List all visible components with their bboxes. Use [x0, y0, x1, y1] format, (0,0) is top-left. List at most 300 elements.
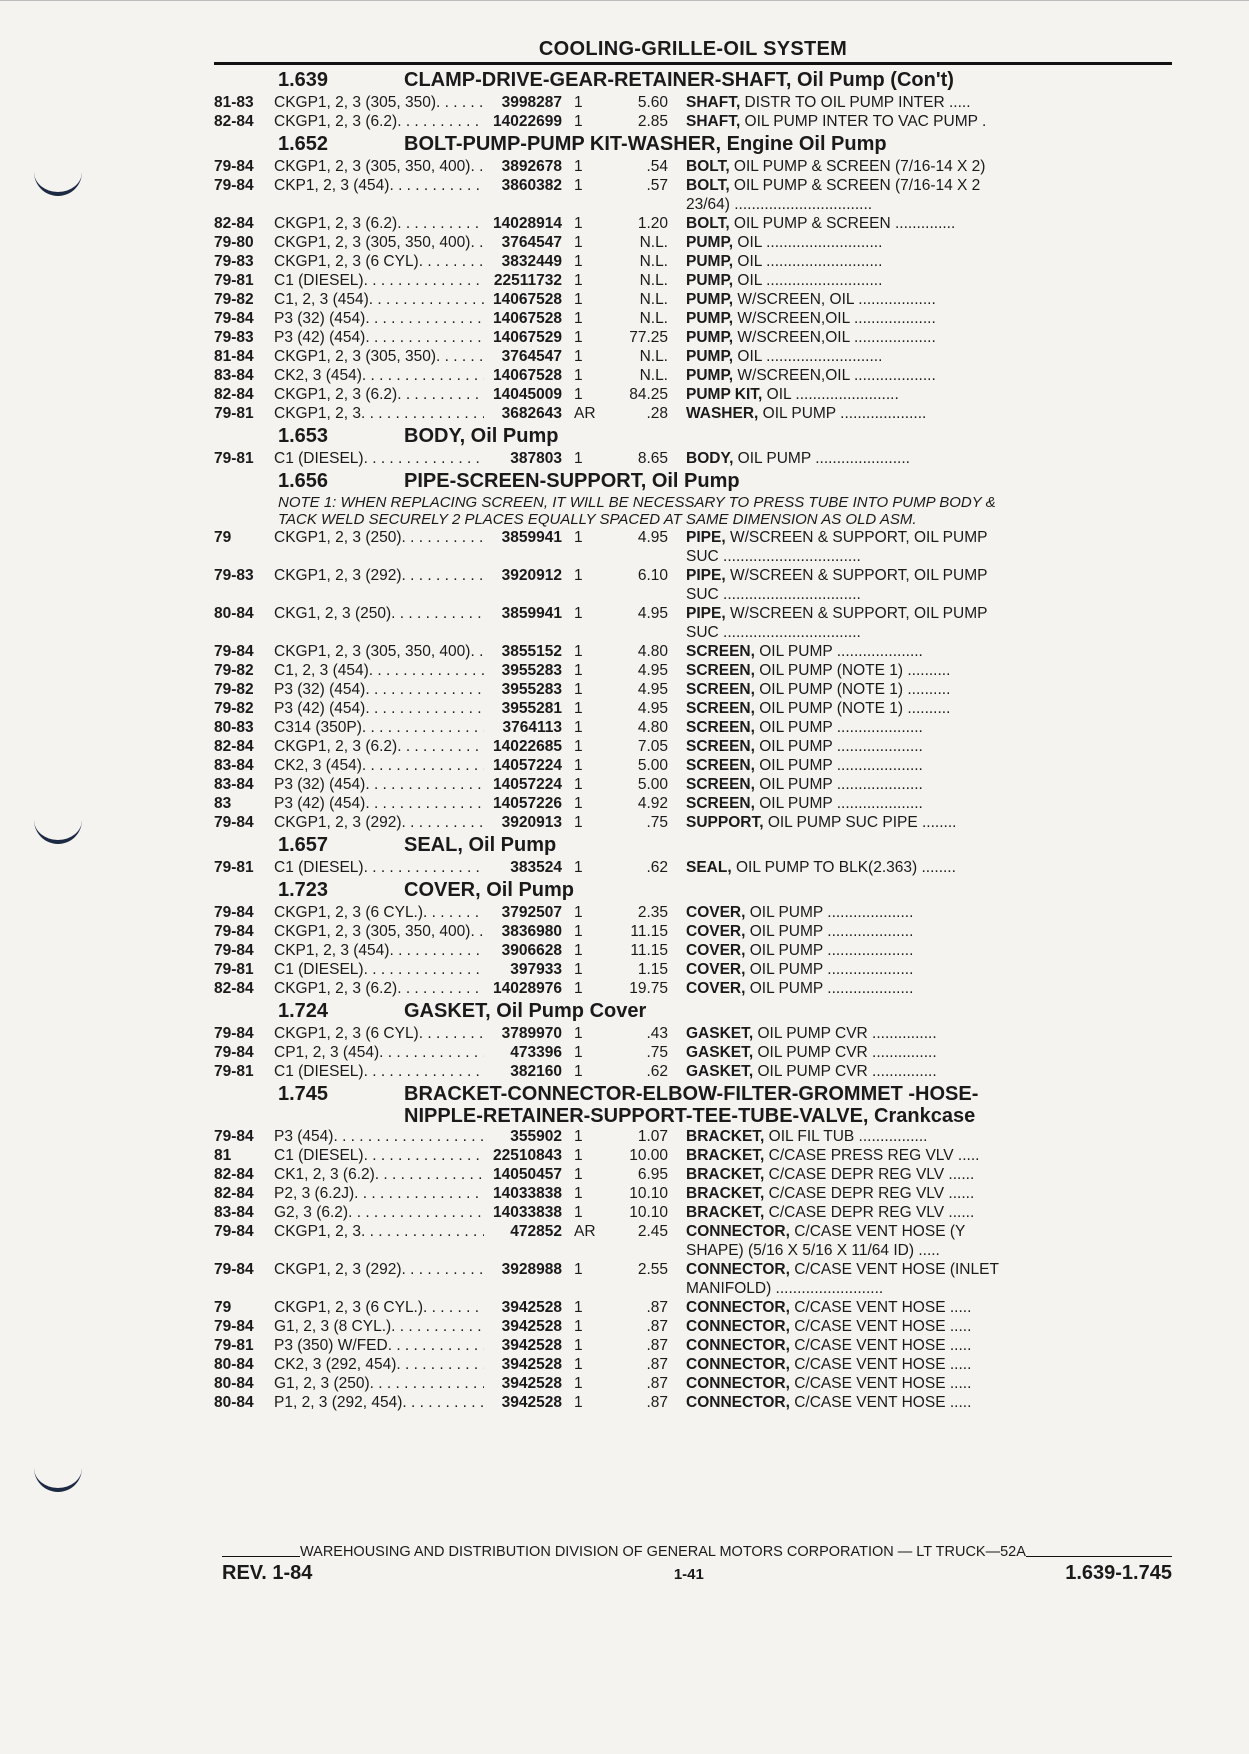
description-detail: C/CASE VENT HOSE ..... — [789, 1356, 972, 1373]
model-years: 79-84 — [214, 310, 254, 327]
description — [668, 176, 1172, 214]
application: P3 (42) (454) . . . — [274, 699, 484, 718]
part-number: 3942528 — [501, 1299, 562, 1316]
description-noun: SUPPORT, — [686, 814, 764, 831]
application: CKP1, 2, 3 (454) . . . — [274, 941, 484, 960]
title-rule — [214, 62, 1172, 65]
description-detail: W/SCREEN & SUPPORT, OIL PUMP SUC ................................ — [686, 529, 988, 565]
application: C1 (DIESEL) . . . — [274, 1146, 484, 1165]
description-detail: OIL PUMP TO BLK(2.363) ........ — [731, 859, 956, 876]
description-noun: PUMP, — [686, 272, 734, 289]
description-detail: C/CASE VENT HOSE ..... — [789, 1375, 972, 1392]
quantity: 1 — [574, 158, 583, 175]
description-noun: CONNECTOR, — [686, 1375, 790, 1392]
part-number: 3906628 — [501, 942, 562, 959]
quantity: 1 — [574, 113, 583, 130]
quantity: 1 — [574, 662, 583, 679]
table-row — [214, 1222, 1172, 1260]
application: CKGP1, 2, 3 (292) . . . — [274, 566, 484, 604]
quantity: 1 — [574, 1356, 583, 1373]
quantity: 1 — [574, 643, 583, 660]
description-noun: PIPE, — [686, 605, 726, 622]
model-years: 79-84 — [214, 158, 254, 175]
footer — [222, 1562, 1172, 1585]
description-detail: W/SCREEN, OIL .................. — [733, 291, 936, 308]
description-noun: SHAFT, — [686, 113, 741, 130]
price: 5.60 — [637, 94, 668, 111]
description-detail: OIL PUMP INTER TO VAC PUMP . — [740, 113, 987, 130]
description-detail: OIL PUMP (NOTE 1) .......... — [754, 700, 951, 717]
model-years: 79-84 — [214, 942, 254, 959]
price: .43 — [646, 1025, 668, 1042]
quantity: AR — [574, 405, 596, 422]
application: C1 (DIESEL) . . . — [274, 1062, 484, 1081]
section-header — [214, 470, 1172, 494]
table-row — [214, 922, 1172, 941]
model-years: 79-82 — [214, 291, 254, 308]
quantity: 1 — [574, 529, 583, 546]
description — [668, 1062, 1172, 1081]
price: 2.45 — [637, 1223, 668, 1240]
description — [668, 252, 1172, 271]
description-detail: OIL PUMP .................... — [758, 405, 927, 422]
description-noun: CONNECTOR, — [686, 1394, 790, 1411]
description-noun: PUMP, — [686, 253, 734, 270]
quantity: 1 — [574, 719, 583, 736]
description-noun: PUMP, — [686, 310, 734, 327]
description-noun: BOLT, — [686, 158, 730, 175]
price: 4.92 — [637, 795, 668, 812]
description-noun: GASKET, — [686, 1025, 754, 1042]
model-years: 79-80 — [214, 234, 254, 251]
table-row — [214, 233, 1172, 252]
model-years: 79-84 — [214, 1025, 254, 1042]
application: G1, 2, 3 (8 CYL.) . . . — [274, 1317, 484, 1336]
binder-hole-mark — [34, 1466, 82, 1492]
description-detail: OIL PUMP (NOTE 1) .......... — [754, 681, 951, 698]
application: CK2, 3 (292, 454) . . . — [274, 1355, 484, 1374]
part-number: 14033838 — [493, 1185, 562, 1202]
model-years: 81 — [214, 1147, 232, 1164]
table-row — [214, 214, 1172, 233]
model-years: 79-81 — [214, 450, 254, 467]
application: CKGP1, 2, 3 (305, 350) . . . — [274, 347, 484, 366]
part-number: 3998287 — [501, 94, 562, 111]
description-noun: CONNECTOR, — [686, 1299, 790, 1316]
description-detail: OIL PUMP & SCREEN (7/16-14 X 2 23/64) ................................ — [686, 177, 981, 213]
quantity: 1 — [574, 605, 583, 622]
description-detail: C/CASE VENT HOSE ..... — [789, 1337, 972, 1354]
price: 11.15 — [630, 942, 668, 959]
description — [668, 1203, 1172, 1222]
price: 4.95 — [637, 700, 668, 717]
part-number: 14067528 — [493, 310, 562, 327]
description-noun: COVER, — [686, 904, 746, 921]
model-years: 80-84 — [214, 1394, 254, 1411]
description — [668, 1146, 1172, 1165]
model-years: 79-81 — [214, 859, 254, 876]
part-number: 3860382 — [501, 177, 562, 194]
application: CKGP1, 2, 3 . . . — [274, 404, 484, 423]
binder-hole-mark — [34, 818, 82, 844]
catalog-section — [214, 879, 1172, 998]
model-years: 79-84 — [214, 1223, 254, 1240]
table-row — [214, 1024, 1172, 1043]
price: 1.20 — [637, 215, 668, 232]
part-number: 14028914 — [493, 215, 562, 232]
table-row — [214, 794, 1172, 813]
application: P3 (42) (454) . . . — [274, 328, 484, 347]
quantity: 1 — [574, 738, 583, 755]
price: N.L. — [639, 291, 668, 308]
description-noun: COVER, — [686, 923, 746, 940]
description-noun: GASKET, — [686, 1063, 754, 1080]
part-number: 3789970 — [501, 1025, 562, 1042]
price: 19.75 — [629, 980, 668, 997]
application: P3 (32) (454) . . . — [274, 309, 484, 328]
description-detail: C/CASE VENT HOSE ..... — [789, 1394, 972, 1411]
description-noun: PIPE, — [686, 529, 726, 546]
model-years: 82-84 — [214, 1185, 254, 1202]
model-years: 83-84 — [214, 1204, 254, 1221]
quantity: 1 — [574, 386, 583, 403]
quantity: 1 — [574, 1128, 583, 1145]
description-detail: OIL ........................... — [733, 253, 883, 270]
price: N.L. — [639, 234, 668, 251]
description-detail: OIL PUMP .................... — [745, 942, 914, 959]
quantity: 1 — [574, 348, 583, 365]
quantity: 1 — [574, 1166, 583, 1183]
model-years: 79-81 — [214, 1063, 254, 1080]
table-row — [214, 661, 1172, 680]
table-row — [214, 290, 1172, 309]
description-noun: GASKET, — [686, 1044, 754, 1061]
price: 6.95 — [637, 1166, 668, 1183]
quantity: 1 — [574, 980, 583, 997]
quantity: AR — [574, 1223, 596, 1240]
description-noun: CONNECTOR, — [686, 1337, 790, 1354]
quantity: 1 — [574, 450, 583, 467]
model-years: 81-84 — [214, 348, 254, 365]
model-years: 79-81 — [214, 1337, 254, 1354]
description-detail: OIL ........................... — [733, 234, 883, 251]
sections-container — [214, 69, 1172, 1412]
part-number: 3855152 — [501, 643, 562, 660]
quantity: 1 — [574, 904, 583, 921]
part-number: 3859941 — [501, 529, 562, 546]
price: N.L. — [639, 348, 668, 365]
table-row — [214, 699, 1172, 718]
description — [668, 979, 1172, 998]
description — [668, 1222, 1172, 1260]
application: P3 (32) (454) . . . — [274, 775, 484, 794]
part-number: 355902 — [510, 1128, 562, 1145]
description-noun: CONNECTOR, — [686, 1261, 790, 1278]
table-row — [214, 404, 1172, 423]
application: CK2, 3 (454) . . . — [274, 366, 484, 385]
section-title: PIPE-SCREEN-SUPPORT, Oil Pump — [404, 470, 740, 492]
application: P3 (350) W/FED . . . — [274, 1336, 484, 1355]
table-row — [214, 858, 1172, 877]
quantity: 1 — [574, 1044, 583, 1061]
quantity: 1 — [574, 1299, 583, 1316]
model-years: 79-84 — [214, 923, 254, 940]
application: C1, 2, 3 (454) . . . — [274, 290, 484, 309]
model-years: 79-83 — [214, 253, 254, 270]
model-years: 81-83 — [214, 94, 254, 111]
price: .75 — [646, 814, 668, 831]
section-number: 1.657 — [278, 834, 329, 856]
section-title: BODY, Oil Pump — [404, 425, 559, 447]
model-years: 79-81 — [214, 272, 254, 289]
table-row — [214, 449, 1172, 468]
price: .87 — [646, 1394, 668, 1411]
part-number: 14022685 — [493, 738, 562, 755]
part-number: 383524 — [510, 859, 562, 876]
application: CKGP1, 2, 3 (292) . . . — [274, 1260, 484, 1298]
section-note: NOTE 1: WHEN REPLACING SCREEN, IT WILL BE NECESSARY TO PRESS TUBE INTO PUMP BODY & TACK WELD SECURELY 2 PLACES EQUALLY SPACED AT SAME DIMENSION AS OLD ASM. — [278, 494, 996, 528]
model-years: 79-81 — [214, 961, 254, 978]
section-header — [214, 133, 1172, 157]
description — [668, 858, 1172, 877]
description-detail: OIL PUMP .................... — [745, 904, 914, 921]
part-number: 473396 — [510, 1044, 562, 1061]
description — [668, 699, 1172, 718]
description — [668, 737, 1172, 756]
section-header — [214, 879, 1172, 903]
description-noun: PUMP, — [686, 348, 734, 365]
table-row — [214, 366, 1172, 385]
quantity: 1 — [574, 923, 583, 940]
application: P3 (42) (454) . . . — [274, 794, 484, 813]
model-years: 82-84 — [214, 1166, 254, 1183]
quantity: 1 — [574, 253, 583, 270]
quantity: 1 — [574, 367, 583, 384]
price: N.L. — [639, 367, 668, 384]
quantity: 1 — [574, 1318, 583, 1335]
table-row — [214, 566, 1172, 604]
table-row — [214, 642, 1172, 661]
part-number: 3920912 — [501, 567, 562, 584]
footer-rule-left — [222, 1556, 300, 1557]
quantity: 1 — [574, 567, 583, 584]
table-row — [214, 1393, 1172, 1412]
application: CKGP1, 2, 3 (6.2) . . . — [274, 385, 484, 404]
description-detail: OIL PUMP .................... — [754, 776, 923, 793]
model-years: 83-84 — [214, 757, 254, 774]
model-years: 83-84 — [214, 367, 254, 384]
quantity: 1 — [574, 94, 583, 111]
description — [668, 449, 1172, 468]
table-row — [214, 1260, 1172, 1298]
part-number: 3955283 — [501, 662, 562, 679]
description — [668, 813, 1172, 832]
description-detail: OIL PUMP CVR ............... — [753, 1063, 937, 1080]
binder-hole-mark — [34, 170, 82, 196]
description — [668, 903, 1172, 922]
model-years: 82-84 — [214, 215, 254, 232]
price: 8.65 — [637, 450, 668, 467]
price: 10.10 — [629, 1204, 668, 1221]
model-years: 80-84 — [214, 605, 254, 622]
price: 1.15 — [637, 961, 668, 978]
quantity: 1 — [574, 681, 583, 698]
description-detail: W/SCREEN,OIL ................... — [733, 329, 936, 346]
price: 4.80 — [637, 643, 668, 660]
description-detail: W/SCREEN & SUPPORT, OIL PUMP SUC ................................ — [686, 567, 988, 603]
part-number: 3942528 — [501, 1356, 562, 1373]
quantity: 1 — [574, 1337, 583, 1354]
description — [668, 604, 1172, 642]
part-number: 3764547 — [501, 234, 562, 251]
description-noun: PUMP, — [686, 291, 734, 308]
application: CKGP1, 2, 3 (6 CYL.) . . . — [274, 1298, 484, 1317]
description-detail: OIL ........................ — [762, 386, 899, 403]
section-title: BOLT-PUMP-PUMP KIT-WASHER, Engine Oil Pump — [404, 133, 887, 155]
application: CKGP1, 2, 3 (6.2) . . . — [274, 979, 484, 998]
description-noun: BRACKET, — [686, 1185, 765, 1202]
table-row — [214, 176, 1172, 214]
application: CK1, 2, 3 (6.2) . . . — [274, 1165, 484, 1184]
description-noun: SCREEN, — [686, 776, 755, 793]
table-row — [214, 385, 1172, 404]
price: 4.95 — [637, 681, 668, 698]
description — [668, 385, 1172, 404]
description-detail: DISTR TO OIL PUMP INTER ..... — [740, 94, 971, 111]
catalog-section — [214, 1083, 1172, 1412]
description-detail: OIL PUMP (NOTE 1) .......... — [754, 662, 951, 679]
section-number: 1.653 — [278, 425, 329, 447]
description-detail: C/CASE VENT HOSE ..... — [789, 1318, 972, 1335]
table-row — [214, 960, 1172, 979]
description-detail: W/SCREEN,OIL ................... — [733, 310, 936, 327]
description-noun: PIPE, — [686, 567, 726, 584]
application: CKP1, 2, 3 (454) . . . — [274, 176, 484, 214]
description-noun: SCREEN, — [686, 700, 755, 717]
price: .62 — [646, 1063, 668, 1080]
application: CKGP1, 2, 3 (305, 350, 400) . . . — [274, 922, 484, 941]
model-years: 79-83 — [214, 329, 254, 346]
description — [668, 1260, 1172, 1298]
table-row — [214, 112, 1172, 131]
quantity: 1 — [574, 1261, 583, 1278]
price: 10.00 — [629, 1147, 668, 1164]
price: .87 — [646, 1299, 668, 1316]
application: G2, 3 (6.2) . . . — [274, 1203, 484, 1222]
part-number: 3764113 — [502, 719, 562, 736]
section-header — [214, 425, 1172, 449]
model-years: 79-84 — [214, 177, 254, 194]
description-detail: OIL PUMP SUC PIPE ........ — [763, 814, 957, 831]
price: 77.25 — [629, 329, 668, 346]
price: 4.95 — [637, 605, 668, 622]
part-number: 14022699 — [493, 113, 562, 130]
description-detail: OIL PUMP & SCREEN .............. — [729, 215, 956, 232]
description — [668, 1298, 1172, 1317]
model-years: 79-84 — [214, 643, 254, 660]
model-years: 79-84 — [214, 1044, 254, 1061]
price: 2.35 — [637, 904, 668, 921]
description-noun: COVER, — [686, 942, 746, 959]
table-row — [214, 271, 1172, 290]
description-detail: C/CASE PRESS REG VLV ..... — [764, 1147, 980, 1164]
description-detail: OIL PUMP .................... — [745, 923, 914, 940]
section-header — [214, 834, 1172, 858]
description — [668, 290, 1172, 309]
description-noun: COVER, — [686, 961, 746, 978]
quantity: 1 — [574, 215, 583, 232]
application: C1 (DIESEL) . . . — [274, 960, 484, 979]
application: C1 (DIESEL) . . . — [274, 858, 484, 877]
part-number: 382160 — [510, 1063, 562, 1080]
price: 84.25 — [629, 386, 668, 403]
description-detail: OIL PUMP .................... — [754, 719, 923, 736]
description-detail: OIL ........................... — [733, 272, 883, 289]
description-noun: SEAL, — [686, 859, 732, 876]
description — [668, 528, 1172, 566]
section-title: GASKET, Oil Pump Cover — [404, 1000, 647, 1022]
model-years: 79-84 — [214, 814, 254, 831]
description-detail: W/SCREEN & SUPPORT, OIL PUMP SUC ................................ — [686, 605, 988, 641]
description-detail: OIL PUMP .................... — [745, 961, 914, 978]
part-number: 14045009 — [493, 386, 562, 403]
application: P1, 2, 3 (292, 454) . . . — [274, 1393, 484, 1412]
description-noun: BOLT, — [686, 215, 730, 232]
application: CKGP1, 2, 3 (305, 350, 400) . . . — [274, 157, 484, 176]
price: .87 — [646, 1356, 668, 1373]
description — [668, 1355, 1172, 1374]
description-noun: BRACKET, — [686, 1204, 765, 1221]
application: CKGP1, 2, 3 (305, 350, 400) . . . — [274, 233, 484, 252]
section-title: SEAL, Oil Pump — [404, 834, 557, 856]
model-years: 79-81 — [214, 405, 254, 422]
section-range: 1.639-1.745 — [1065, 1562, 1172, 1584]
model-years: 82-84 — [214, 113, 254, 130]
part-number: 3942528 — [501, 1318, 562, 1335]
part-number: 22511732 — [493, 272, 562, 289]
description — [668, 960, 1172, 979]
part-number: 3764547 — [501, 348, 562, 365]
model-years: 79-82 — [214, 681, 254, 698]
description — [668, 112, 1172, 131]
description-noun: CONNECTOR, — [686, 1223, 790, 1240]
part-number: 14057224 — [493, 757, 562, 774]
description-noun: SCREEN, — [686, 738, 755, 755]
part-number: 3859941 — [501, 605, 562, 622]
model-years: 79-82 — [214, 700, 254, 717]
description — [668, 233, 1172, 252]
price: .87 — [646, 1375, 668, 1392]
description — [668, 1393, 1172, 1412]
part-number: 3955283 — [501, 681, 562, 698]
part-number: 14057226 — [493, 795, 562, 812]
application: CKGP1, 2, 3 (305, 350, 400) . . . — [274, 642, 484, 661]
quantity: 1 — [574, 177, 583, 194]
catalog-page — [214, 36, 1172, 1412]
application: CKGP1, 2, 3 (305, 350) . . . — [274, 93, 484, 112]
description-detail: C/CASE VENT HOSE (INLET MANIFOLD) ......................... — [686, 1261, 999, 1297]
quantity: 1 — [574, 942, 583, 959]
quantity: 1 — [574, 795, 583, 812]
model-years: 79-82 — [214, 662, 254, 679]
description — [668, 404, 1172, 423]
application: CKGP1, 2, 3 (250) . . . — [274, 528, 484, 566]
description-noun: PUMP, — [686, 367, 734, 384]
description — [668, 1165, 1172, 1184]
model-years: 83-84 — [214, 776, 254, 793]
section-number: 1.724 — [278, 1000, 329, 1022]
table-row — [214, 737, 1172, 756]
